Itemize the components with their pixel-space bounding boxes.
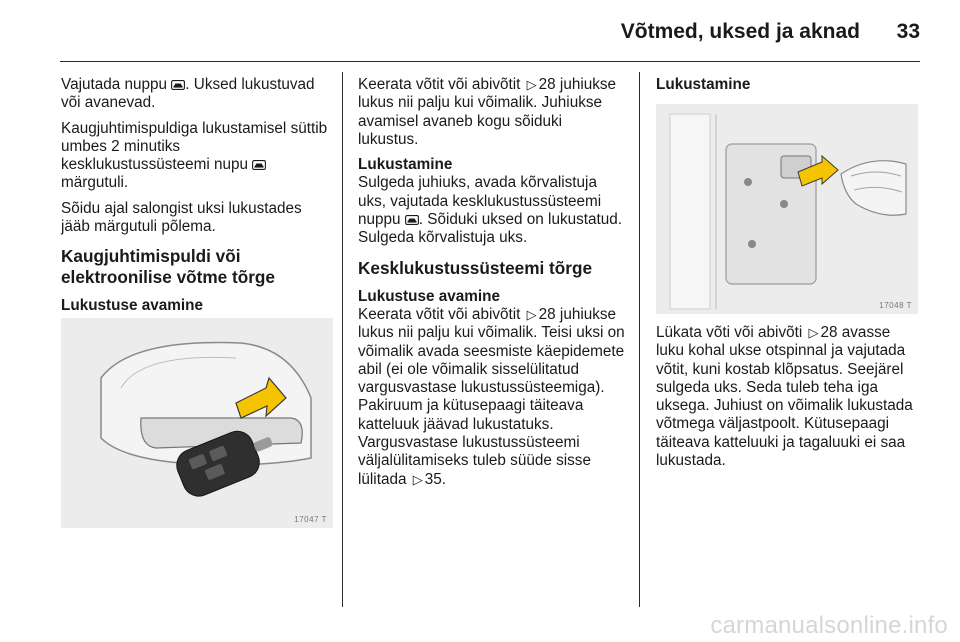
- key-fob-illustration: [61, 318, 333, 528]
- figure-key-fob-door-handle: [61, 318, 333, 528]
- figure-id: 17047 T: [294, 515, 327, 524]
- watermark: carmanualsonline.info: [710, 612, 948, 639]
- header-rule: [60, 61, 920, 62]
- reference-arrow-icon: ▷: [526, 77, 537, 92]
- paragraph: Keerata võtit või abivõtit ▷ 28 juhiukse lukus nii palju kui võimalik. Teisi uksi on võimalik avada seesmiste käepidemete abil (ei ole võimalik sisselülitatud vargusvastase lukustussüsteemiga). Pakiruum ja kütusepaagi täiteava katteluuk jäävad lukustatuks. Vargusvastase lukustussüsteemi väljalülitamiseks tuleb süüde sisse lülitada ▷ 35.: [358, 305, 625, 488]
- section-heading: Kaugjuhtimispuldi või elektroonilise võtme tõrge: [61, 246, 275, 288]
- page-reference[interactable]: 35: [424, 470, 442, 488]
- column-2: [358, 76, 626, 496]
- car-lock-icon: [252, 160, 266, 170]
- reference-arrow-icon: ▷: [808, 325, 819, 340]
- reference-arrow-icon: ▷: [412, 471, 423, 487]
- page-reference[interactable]: 28: [538, 305, 556, 323]
- page-reference[interactable]: 28: [820, 324, 838, 341]
- page-reference[interactable]: 28: [538, 76, 556, 93]
- paragraph: Sõidu ajal salongist uksi lukustades jääb märgutuli põlema.: [61, 199, 302, 236]
- subsection-heading: Lukustamine: [358, 156, 453, 174]
- figure-id: 17048 T: [879, 301, 912, 310]
- paragraph: Keerata võtit või abivõtit ▷ 28 juhiukse lukus nii palju kui võimalik. Juhiukse avamisel avaneb kogu sõiduki lukustus.: [358, 76, 617, 148]
- subsection-heading: Lukustamine: [656, 76, 751, 93]
- paragraph: Lükata võti või abivõti ▷ 28 avasse luku kohal ukse otspinnal ja vajutada võtit, kuni kostab klõpsatus. Seejärel sulgeda uks. Seda tuleb teha iga uksega. Juhiust on võimalik lukustada võtmega väljastpoolt. Kütusepaagi täiteava katteluuki ja tagaluuki ei saa lukustada.: [656, 324, 913, 470]
- figure-key-in-door-lock: [656, 104, 918, 314]
- subsection-heading: Lukustuse avamine: [358, 287, 500, 305]
- car-lock-icon: [405, 215, 419, 225]
- page-header-title: Võtmed, uksed ja aknad: [620, 20, 860, 43]
- column-divider-2: [639, 72, 640, 607]
- door-lock-illustration: [656, 104, 918, 314]
- paragraph: Kaugjuhtimispuldiga lukustamisel süttib umbes 2 minutiks kesklukustussüsteemi nupu märgutuli.: [61, 119, 328, 192]
- section-heading: Kesklukustussüsteemi tõrge: [358, 257, 593, 278]
- column-3: [656, 76, 918, 94]
- column-3-body: [656, 324, 918, 477]
- paragraph: Sulgeda juhiuks, avada kõrvalistuja uks, vajutada kesklukustussüsteemi nuppu . Sõiduki uksed on lukustatud. Sulgeda kõrvalistuja uks.: [358, 174, 623, 247]
- reference-arrow-icon: ▷: [526, 306, 537, 322]
- page-number: 33: [896, 20, 920, 43]
- paragraph: Vajutada nuppu . Uksed lukustuvad või avanevad.: [61, 76, 315, 112]
- column-1: [61, 76, 333, 316]
- car-lock-icon: [171, 80, 185, 90]
- subsection-heading: Lukustuse avamine: [61, 297, 203, 315]
- column-divider-1: [342, 72, 343, 607]
